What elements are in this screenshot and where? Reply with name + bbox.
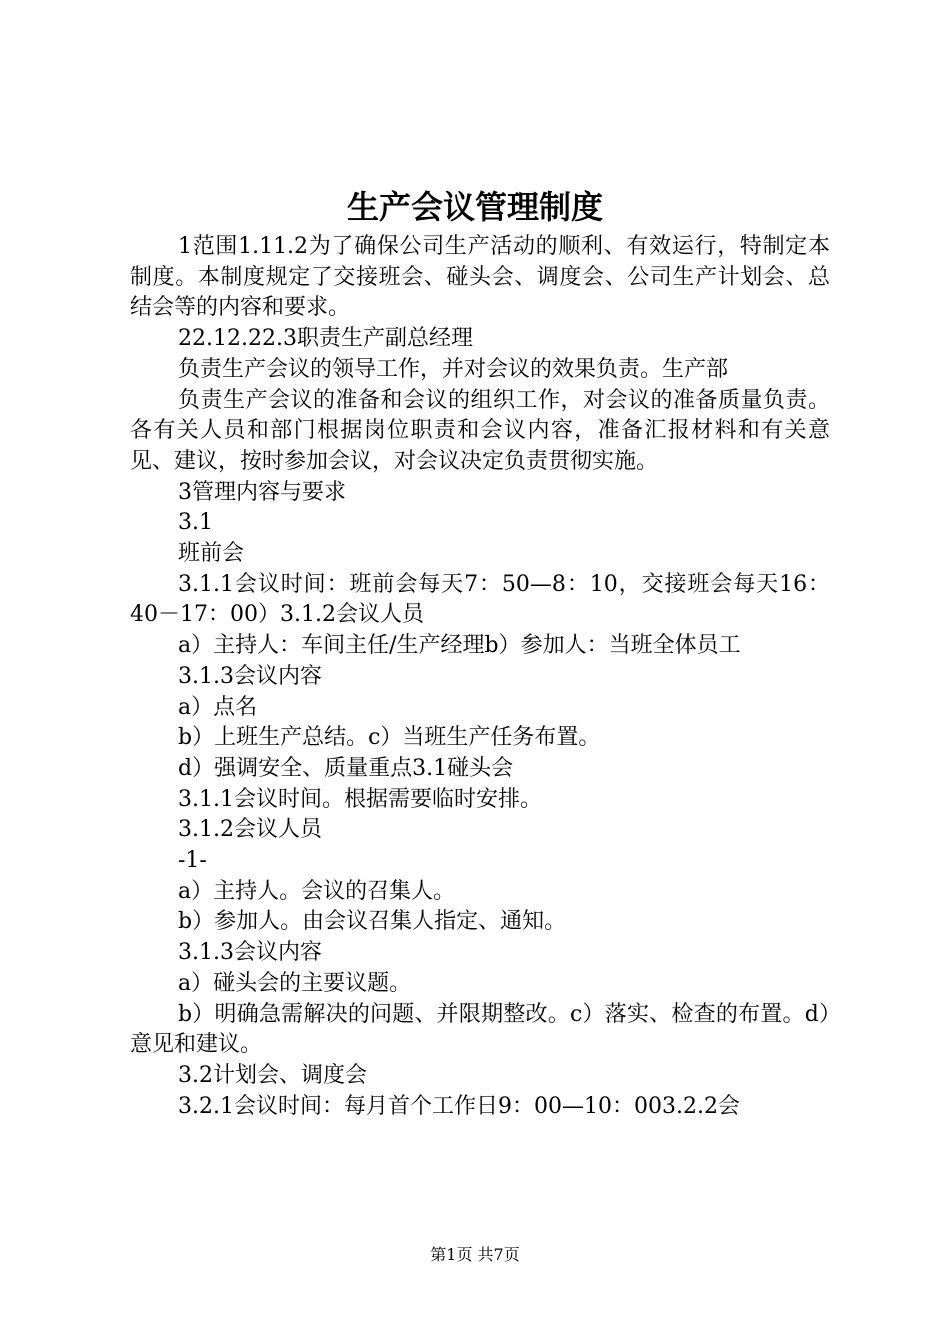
paragraph-safety-quality: d）强调安全、质量重点3.1碰头会	[178, 755, 514, 781]
paragraph-planning-meeting: 3.2计划会、调度会	[178, 1062, 367, 1088]
paragraph-host-participants: a）主持人：车间主任/生产经理b）参加人：当班全体员工	[178, 633, 741, 659]
paragraph-scope: 1范围1.11.2为了确保公司生产活动的顺利、有效运行，特制定本制度。本制度规定了交接班会、碰头会、调度会、公司生产计划会、总结会等的内容和要求。	[130, 234, 830, 321]
paragraph-planning-time: 3.2.1会议时间：每月首个工作日9：00—10：003.2.2会	[178, 1093, 740, 1119]
paragraph-leadership: 负责生产会议的领导工作，并对会议的效果负责。生产部	[178, 356, 729, 382]
paragraph-3-1: 3.1	[178, 510, 213, 536]
paragraph-shift-summary: b）上班生产总结。c）当班生产任务布置。	[178, 725, 601, 751]
inline-page-number: -1-	[178, 848, 207, 874]
paragraph-urgent-issues: b）明确急需解决的问题、并限期整改。c）落实、检查的布置。d）意见和建议。	[130, 1001, 830, 1058]
paragraph-meeting-time: 3.1.1会议时间：班前会每天7：50—8：10，交接班会每天16：40－17：00）3.1.2会议人员	[130, 571, 830, 628]
paragraph-responsibility-heading: 22.12.22.3职责生产副总经理	[178, 326, 473, 352]
paragraph-host: a）主持人。会议的召集人。	[178, 878, 456, 904]
paragraph-pre-shift-meeting: 班前会	[178, 541, 245, 567]
paragraph-participants: b）参加人。由会议召集人指定、通知。	[178, 909, 567, 935]
page-footer: 第1页 共7页	[430, 1245, 520, 1264]
document-title: 生产会议管理制度	[346, 188, 603, 226]
paragraph-meeting-content-2: 3.1.3会议内容	[178, 940, 322, 966]
document-body	[130, 232, 830, 1122]
paragraph-section-3: 3管理内容与要求	[178, 479, 346, 505]
paragraph-meeting-content: 3.1.3会议内容	[178, 663, 322, 689]
paragraph-main-topics: a）碰头会的主要议题。	[178, 970, 412, 996]
paragraph-roll-call: a）点名	[178, 694, 258, 720]
paragraph-meeting-personnel: 3.1.2会议人员	[178, 817, 322, 843]
paragraph-adhoc-time: 3.1.1会议时间。根据需要临时安排。	[178, 786, 542, 812]
paragraph-production-dept: 负责生产会议的准备和会议的组织工作，对会议的准备质量负责。各有关人员和部门根据岗位职责和会议内容，准备汇报材料和有关意见、建议，按时参加会议，对会议决定负责贯彻实施。	[130, 387, 830, 474]
